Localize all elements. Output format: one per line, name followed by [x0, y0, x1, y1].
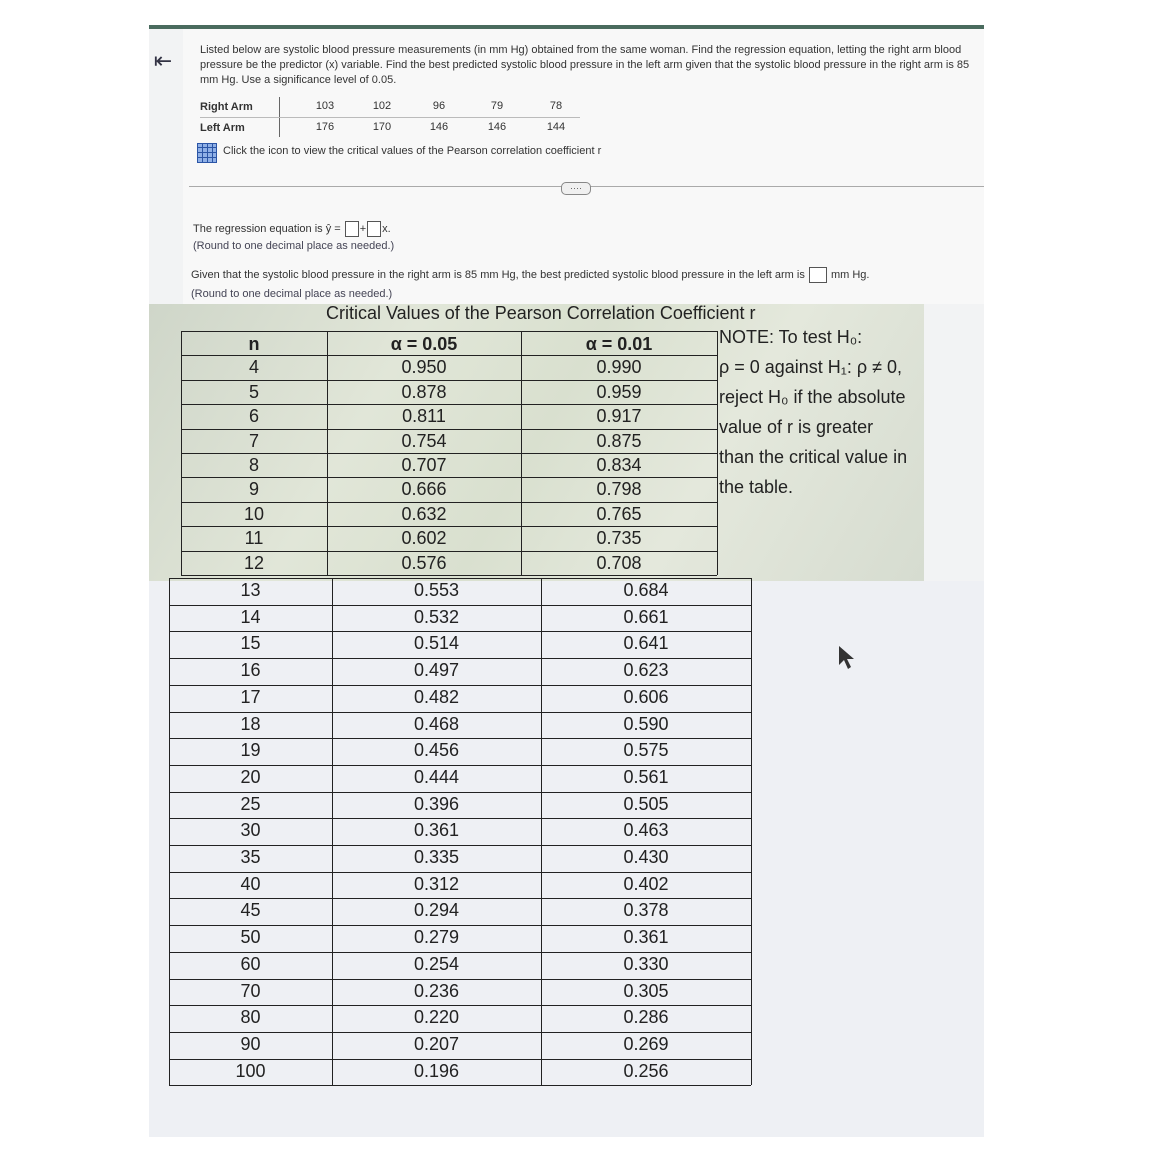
intercept-input[interactable]	[345, 221, 359, 237]
row-alpha-01: 0.361	[623, 927, 669, 948]
grid-line	[327, 331, 328, 575]
mouse-cursor-icon	[837, 645, 857, 671]
grid-line	[181, 331, 717, 332]
left-arm-value: 176	[315, 121, 335, 133]
row-alpha-01: 0.917	[596, 406, 642, 427]
row-alpha-05: 0.514	[413, 633, 460, 654]
row-n: 11	[244, 528, 264, 549]
table-icon[interactable]	[197, 143, 217, 163]
grid-line	[181, 355, 717, 356]
row-n: 9	[248, 479, 259, 500]
row-alpha-05: 0.632	[401, 503, 447, 524]
table-row-line	[200, 117, 580, 118]
row-n: 6	[248, 406, 259, 427]
grid-line	[181, 575, 717, 576]
row-n: 50	[240, 927, 261, 948]
round-note-1: (Round to one decimal place as needed.)	[193, 240, 395, 252]
row-alpha-05: 0.532	[413, 606, 460, 627]
row-alpha-05: 0.294	[413, 900, 460, 921]
question-text: Listed below are systolic blood pressure measurements (in mm Hg) obtained from the same woman. Find the regression equation, letting the right arm blood pressure be the predictor (x) variable. Find the best predicted systolic blood pressure in the left arm given that the systolic blood pressure in the right arm is 85 mm Hg. Use a significance level of 0.05.	[200, 44, 970, 86]
grid-line	[169, 872, 751, 873]
predict-unit: mm Hg.	[830, 268, 870, 281]
row-alpha-01: 0.430	[623, 847, 669, 867]
row-n: 18	[240, 713, 261, 734]
row-alpha-01: 0.641	[623, 633, 669, 654]
row-alpha-01: 0.990	[596, 357, 642, 378]
row-alpha-01: 0.684	[623, 580, 669, 600]
row-n: 30	[240, 820, 261, 841]
grid-line	[169, 952, 751, 953]
grid-line	[181, 404, 717, 405]
left-arm-value: 146	[487, 121, 507, 133]
grid-line	[169, 631, 751, 632]
row-alpha-05: 0.468	[413, 713, 460, 734]
row-alpha-01: 0.505	[623, 793, 669, 814]
grid-line	[717, 331, 718, 575]
row-alpha-01: 0.798	[596, 479, 642, 500]
row-alpha-05: 0.666	[401, 479, 447, 500]
row-alpha-05: 0.361	[413, 820, 460, 841]
row-n: 7	[248, 430, 259, 451]
grid-line	[169, 685, 751, 686]
row-alpha-05: 0.444	[413, 766, 460, 787]
row-alpha-01: 0.708	[596, 552, 642, 573]
round-note-2: (Round to one decimal place as needed.)	[191, 288, 393, 300]
row-n: 8	[248, 455, 259, 475]
col-header-alpha-01: α = 0.01	[585, 334, 653, 354]
predict-line	[191, 267, 869, 283]
row-alpha-01: 0.834	[596, 455, 642, 475]
grid-line	[169, 792, 751, 793]
grid-line	[181, 526, 717, 527]
row-n: 10	[243, 503, 265, 524]
grid-line	[169, 738, 751, 739]
grid-line	[169, 578, 170, 1085]
grid-line	[169, 898, 751, 899]
row-n: 45	[240, 900, 261, 921]
grid-line	[169, 1085, 751, 1086]
right-arm-value: 103	[315, 100, 335, 112]
row-n: 14	[240, 606, 261, 627]
left-arm-value: 170	[372, 121, 392, 133]
right-arm-label: Right Arm	[200, 101, 253, 113]
row-alpha-05: 0.878	[401, 381, 447, 402]
right-arm-value: 96	[432, 100, 446, 112]
row-alpha-01: 0.875	[596, 430, 642, 451]
grid-line	[169, 578, 751, 579]
row-alpha-01: 0.256	[623, 1060, 669, 1081]
left-arm-label: Left Arm	[200, 122, 245, 134]
row-n: 17	[240, 686, 261, 707]
right-arm-value: 78	[549, 100, 563, 112]
right-arm-value: 102	[372, 100, 392, 112]
grid-line	[541, 578, 542, 1085]
question-panel	[183, 29, 984, 304]
row-alpha-05: 0.602	[401, 528, 447, 549]
row-alpha-05: 0.707	[401, 455, 447, 475]
row-alpha-01: 0.378	[623, 900, 669, 921]
row-alpha-01: 0.606	[623, 686, 669, 707]
plus-sign: +	[359, 222, 367, 235]
row-alpha-05: 0.754	[401, 430, 447, 451]
row-alpha-01: 0.330	[623, 953, 669, 974]
grid-line	[181, 453, 717, 454]
x-suffix: x.	[382, 222, 391, 235]
right-arm-value: 79	[490, 100, 504, 112]
grid-line	[169, 925, 751, 926]
row-alpha-01: 0.623	[623, 660, 669, 681]
row-n: 35	[240, 847, 261, 867]
row-alpha-05: 0.811	[402, 406, 446, 427]
row-alpha-01: 0.402	[623, 873, 669, 894]
row-alpha-05: 0.482	[413, 686, 460, 707]
note-line: the table.	[719, 477, 794, 497]
row-n: 5	[248, 381, 259, 402]
grid-line	[169, 765, 751, 766]
row-n: 15	[240, 633, 261, 654]
grid-line	[169, 1032, 751, 1033]
table-title: Critical Values of the Pearson Correlation Coefficient r	[326, 303, 756, 323]
row-alpha-05: 0.196	[413, 1060, 460, 1081]
predicted-value-input[interactable]	[809, 267, 827, 283]
grid-line	[181, 502, 717, 503]
row-n: 70	[240, 980, 261, 1001]
row-n: 25	[240, 793, 261, 814]
note-line: reject H₀ if the absolute	[719, 387, 906, 407]
expand-icon[interactable]: ····	[561, 182, 591, 195]
left-arm-value: 144	[546, 121, 566, 133]
regression-prefix: The regression equation is ŷ =	[193, 222, 341, 235]
row-alpha-01: 0.286	[623, 1007, 669, 1028]
row-n: 60	[240, 953, 261, 974]
slope-input[interactable]	[367, 221, 381, 237]
row-alpha-05: 0.456	[413, 740, 460, 761]
row-alpha-05: 0.220	[413, 1007, 460, 1028]
row-alpha-05: 0.497	[413, 660, 460, 681]
note-line: than the critical value in	[719, 447, 908, 467]
grid-line	[181, 429, 717, 430]
note-line: NOTE: To test H₀:	[719, 327, 863, 347]
grid-line	[751, 578, 752, 1085]
row-alpha-01: 0.661	[623, 606, 669, 627]
row-alpha-05: 0.576	[401, 552, 447, 573]
row-alpha-01: 0.575	[623, 740, 669, 761]
grid-line	[169, 1059, 751, 1060]
grid-line	[169, 658, 751, 659]
predict-text: Given that the systolic blood pressure in the right arm is 85 mm Hg, the best predicted systolic blood pressure in the left arm is	[191, 268, 805, 281]
left-arm-value: 146	[429, 121, 449, 133]
row-alpha-05: 0.207	[413, 1033, 460, 1054]
row-alpha-05: 0.950	[401, 357, 447, 378]
row-n: 13	[240, 580, 261, 600]
back-arrow-icon[interactable]: ⇤	[153, 48, 173, 73]
row-alpha-01: 0.590	[623, 713, 669, 734]
row-alpha-05: 0.553	[413, 580, 460, 600]
row-alpha-05: 0.279	[413, 927, 460, 948]
row-n: 19	[240, 740, 261, 761]
row-alpha-05: 0.396	[413, 793, 460, 814]
col-header-alpha-05: α = 0.05	[390, 334, 458, 354]
row-n: 90	[240, 1033, 261, 1054]
row-alpha-05: 0.254	[413, 953, 460, 974]
col-header-n: n	[248, 334, 260, 354]
grid-line	[169, 979, 751, 980]
row-n: 4	[248, 357, 259, 378]
row-n: 16	[240, 660, 261, 681]
grid-line	[169, 818, 751, 819]
row-n: 40	[240, 873, 261, 894]
grid-line	[181, 551, 717, 552]
row-n: 20	[240, 766, 261, 787]
row-alpha-01: 0.561	[623, 766, 669, 787]
grid-line	[169, 845, 751, 846]
row-n: 80	[240, 1007, 261, 1028]
row-alpha-01: 0.305	[623, 980, 669, 1001]
grid-line	[169, 1005, 751, 1006]
grid-line	[169, 605, 751, 606]
grid-line	[181, 380, 717, 381]
grid-line	[181, 477, 717, 478]
grid-line	[332, 578, 333, 1085]
row-alpha-05: 0.312	[413, 873, 460, 894]
row-alpha-01: 0.735	[596, 528, 642, 549]
photo-of-screen	[149, 25, 984, 1137]
row-alpha-01: 0.463	[623, 820, 669, 841]
table-note	[719, 322, 929, 502]
grid-line	[521, 331, 522, 575]
row-alpha-01: 0.765	[596, 503, 642, 524]
row-n: 100	[235, 1060, 266, 1081]
note-line: ρ = 0 against H₁: ρ ≠ 0,	[719, 357, 903, 377]
grid-line	[169, 712, 751, 713]
regression-line	[193, 221, 391, 237]
grid-line	[181, 331, 182, 575]
row-alpha-01: 0.959	[596, 381, 642, 402]
row-alpha-05: 0.335	[413, 847, 460, 867]
critical-values-link[interactable]: Click the icon to view the critical values of the Pearson correlation coefficient r	[223, 145, 602, 157]
note-line: value of r is greater	[719, 417, 874, 437]
row-alpha-05: 0.236	[413, 980, 460, 1001]
row-n: 12	[243, 552, 265, 573]
row-alpha-01: 0.269	[623, 1033, 669, 1054]
